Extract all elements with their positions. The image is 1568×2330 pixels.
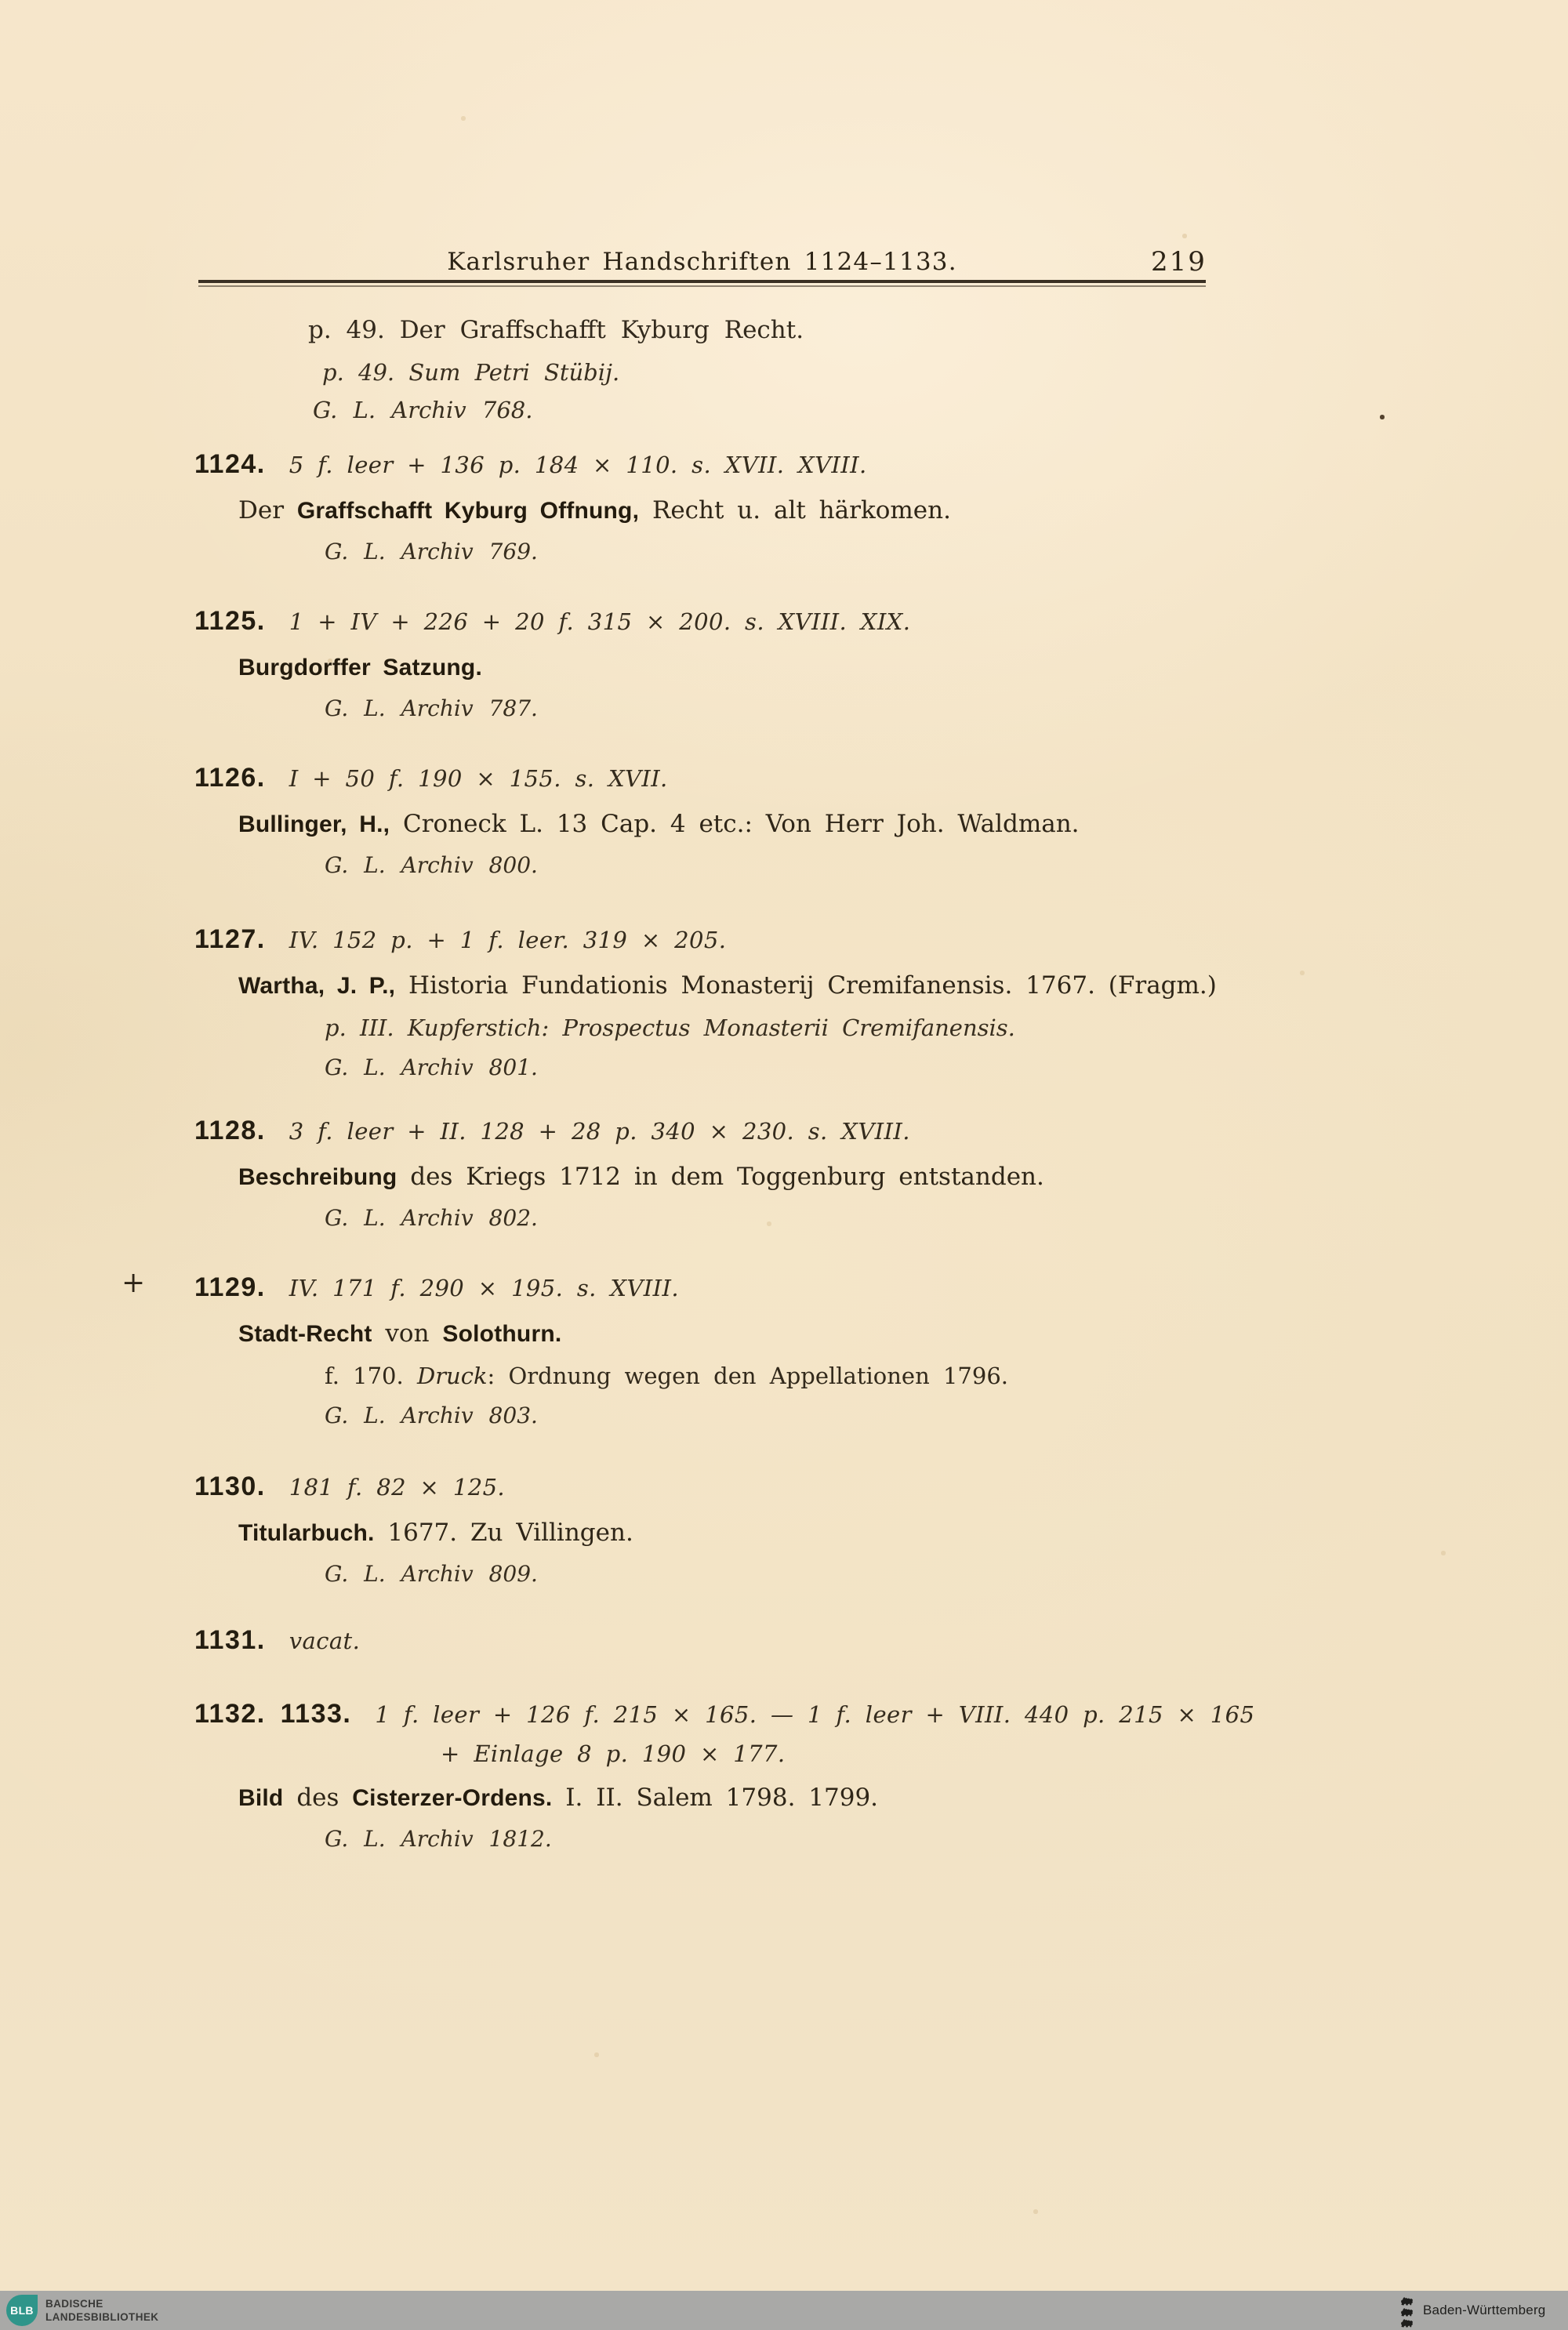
blb-logo-text: BLB	[10, 2304, 34, 2317]
entry-title: Bild des Cisterzer-Ordens. I. II. Salem 1798. 1799.	[238, 1784, 879, 1812]
state-label: Baden-Württemberg	[1423, 2303, 1546, 2317]
page-number: 219	[1151, 246, 1207, 278]
entry-title: Der Graffschafft Kyburg Offnung, Recht u. alt härkomen.	[238, 496, 951, 524]
catalog-entry-1131	[194, 1623, 1292, 1658]
library-footer-bar	[0, 2291, 1568, 2330]
archive-reference: G. L. Archiv 803.	[325, 1403, 538, 1428]
entry-number: 1124.	[194, 449, 266, 479]
entry-collation: 1 f. leer + 126 f. 215 × 165. — 1 f. leer + VIII. 440 p. 215 × 165	[375, 1701, 1255, 1728]
archive-reference: G. L. Archiv 769.	[325, 539, 538, 564]
entry-collation: 181 f. 82 × 125.	[289, 1474, 506, 1501]
three-lions-icon	[1400, 2296, 1414, 2328]
entry-number: 1132. 1133.	[194, 1699, 352, 1729]
entry-number: 1130.	[194, 1472, 266, 1501]
entry-collation: 5 f. leer + 136 p. 184 × 110. s. XVII. XVIII.	[289, 452, 867, 478]
entry-number: 1131.	[194, 1625, 266, 1655]
entry-note: p. III. Kupferstich: Prospectus Monasterii Cremifanensis.	[325, 1014, 1015, 1041]
catalog-entry-1127	[194, 922, 1292, 1082]
catalog-entry-1124	[194, 447, 1292, 566]
running-header: Karlsruher Handschriften 1124–1133.	[447, 248, 957, 276]
entry-collation: IV. 152 p. + 1 f. leer. 319 × 205.	[289, 927, 727, 953]
entry-title: Stadt-Recht von Solothurn.	[238, 1319, 562, 1348]
intro-block	[308, 314, 804, 423]
archive-reference: G. L. Archiv 800.	[325, 852, 538, 878]
archive-reference: G. L. Archiv 787.	[325, 695, 538, 721]
entry-number: 1129.	[194, 1272, 266, 1302]
entry-number: 1125.	[194, 606, 266, 636]
baden-wuerttemberg-logo	[1400, 2291, 1545, 2330]
entry-collation-line2: + Einlage 8 p. 190 × 177.	[441, 1740, 786, 1767]
entry-number: 1127.	[194, 924, 266, 954]
intro-line: p. 49. Der Graffschafft Kyburg Recht.	[308, 316, 804, 344]
entry-collation: vacat.	[289, 1628, 361, 1654]
catalog-entry-1129	[194, 1270, 1292, 1430]
entry-number: 1128.	[194, 1116, 266, 1145]
blb-logo-icon	[6, 2295, 38, 2326]
catalog-entry-1130	[194, 1469, 1292, 1588]
catalog-entry-1126	[194, 760, 1292, 880]
intro-line-italic: p. 49. Sum Petri Stübij.	[322, 359, 620, 386]
entry-title: Wartha, J. P., Historia Fundationis Monasterij Cremifanensis. 1767. (Fragm.)	[238, 971, 1217, 1000]
archive-reference: G. L. Archiv 768.	[313, 397, 533, 423]
entry-collation: 1 + IV + 226 + 20 f. 315 × 200. s. XVIII. XIX.	[289, 608, 911, 635]
entry-title: Beschreibung des Kriegs 1712 in dem Toggenburg entstanden.	[238, 1163, 1044, 1191]
entry-collation: I + 50 f. 190 × 155. s. XVII.	[289, 765, 668, 792]
catalog-entry-1128	[194, 1113, 1292, 1232]
library-name: BADISCHE LANDESBIBLIOTHEK	[45, 2298, 159, 2323]
catalog-entry-1125	[194, 604, 1292, 723]
archive-reference: G. L. Archiv 801.	[325, 1054, 538, 1080]
entry-collation: IV. 171 f. 290 × 195. s. XVIII.	[289, 1275, 679, 1301]
entry-title: Titularbuch. 1677. Zu Villingen.	[238, 1519, 633, 1547]
archive-reference: G. L. Archiv 809.	[325, 1561, 538, 1587]
archive-reference: G. L. Archiv 1812.	[325, 1826, 552, 1852]
archive-reference: G. L. Archiv 802.	[325, 1205, 538, 1231]
paper-specks	[0, 0, 2, 2]
entry-note: f. 170. Druck: Ordnung wegen den Appellationen 1796.	[325, 1363, 1008, 1389]
entry-title: Bullinger, H., Croneck L. 13 Cap. 4 etc.: Von Herr Joh. Waldman.	[238, 810, 1080, 838]
entry-collation: 3 f. leer + II. 128 + 28 p. 340 × 230. s. XVIII.	[289, 1118, 910, 1145]
header-rule	[198, 280, 1206, 287]
entry-title: Burgdorffer Satzung.	[238, 655, 482, 680]
margin-plus-mark: +	[122, 1267, 146, 1299]
catalog-entry-1132-1133	[194, 1697, 1292, 1853]
entry-number: 1126.	[194, 763, 266, 793]
